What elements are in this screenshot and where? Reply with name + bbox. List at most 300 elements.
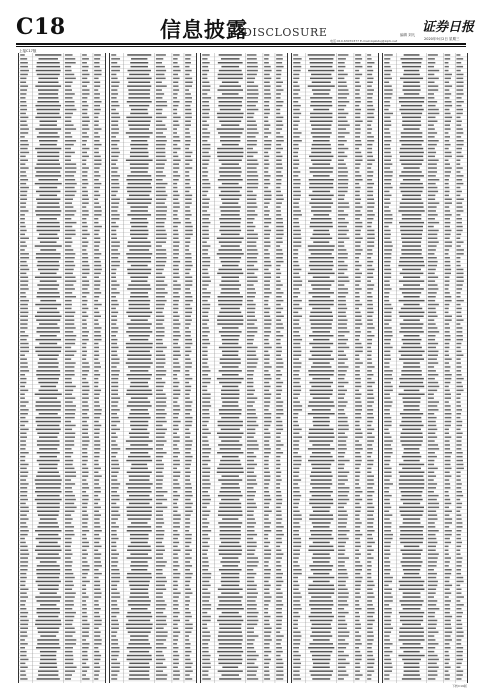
table-cell-text: [276, 148, 283, 150]
table-cell-text: [173, 440, 180, 442]
table-cell-text: [202, 218, 209, 220]
table-cell-text: [36, 171, 60, 173]
table-cell-text: [428, 511, 436, 513]
table-cell-text: [308, 54, 335, 56]
table-cell-text: [264, 643, 270, 645]
table-cell-text: [185, 378, 192, 380]
table-cell-text: [308, 85, 335, 87]
table-cell-text: [456, 292, 460, 294]
table-cell-text: [309, 156, 333, 158]
table-cell-text: [94, 655, 101, 657]
table-cell-text: [173, 89, 179, 91]
table-cell-text: [173, 374, 177, 376]
table-cell-text: [247, 288, 255, 290]
table-cell-text: [456, 600, 460, 602]
table-cell-text: [247, 280, 258, 282]
table-cell-text: [82, 600, 86, 602]
table-cell-text: [456, 433, 462, 435]
table-cell-text: [445, 335, 451, 337]
table-cell-text: [402, 66, 421, 68]
table-cell-text: [82, 522, 87, 524]
table-cell-text: [20, 526, 27, 528]
table-cell-text: [111, 62, 117, 64]
table-cell-text: [111, 655, 118, 657]
table-cell-text: [355, 358, 359, 360]
table-cell-text: [111, 97, 116, 99]
table-cell-text: [309, 401, 334, 403]
table-cell-text: [20, 460, 25, 462]
table-cell-text: [20, 616, 27, 618]
table-cell-text: [221, 487, 240, 489]
table-cell-text: [247, 440, 257, 442]
table-cell-text: [127, 390, 152, 392]
table-cell-text: [173, 335, 181, 337]
table-cell-text: [445, 448, 450, 450]
table-cell-text: [82, 273, 89, 275]
table-cell-text: [130, 62, 148, 64]
table-cell-text: [131, 238, 147, 240]
table-cell-text: [445, 121, 451, 123]
table-cell-text: [20, 171, 26, 173]
table-cell-text: [264, 355, 270, 357]
table-cell-text: [173, 62, 177, 64]
table-cell-text: [367, 347, 371, 349]
table-cell-text: [355, 460, 362, 462]
table-cell-text: [94, 257, 99, 259]
table-cell-text: [82, 78, 87, 80]
table-cell-text: [309, 604, 333, 606]
table-cell-text: [39, 195, 57, 197]
table-cell-text: [338, 378, 344, 380]
table-cell-text: [399, 483, 425, 485]
table-cell-text: [185, 674, 190, 676]
table-cell-text: [293, 152, 298, 154]
table-cell-text: [310, 312, 332, 314]
table-cell-text: [428, 187, 438, 189]
table-cell-text: [185, 171, 189, 173]
table-cell-text: [399, 109, 423, 111]
table-cell-text: [173, 210, 178, 212]
table-cell-text: [384, 557, 389, 559]
table-cell-text: [403, 503, 420, 505]
table-cell-text: [445, 308, 449, 310]
table-cell-text: [400, 183, 423, 185]
table-cell-text: [185, 429, 189, 431]
table-cell-text: [111, 659, 117, 661]
table-cell-text: [127, 245, 151, 247]
table-cell-text: [156, 616, 167, 618]
table-cell-text: [130, 452, 148, 454]
table-cell-text: [247, 429, 255, 431]
table-cell-text: [264, 132, 271, 134]
table-cell-text: [445, 351, 449, 353]
table-cell-text: [173, 273, 179, 275]
table-cell-text: [428, 460, 435, 462]
table-cell-text: [82, 195, 88, 197]
table-cell-text: [40, 386, 56, 388]
table-cell-text: [94, 331, 100, 333]
table-cell-text: [456, 265, 460, 267]
table-cell-text: [456, 417, 460, 419]
table-cell-text: [94, 179, 99, 181]
table-cell-text: [65, 460, 73, 462]
table-cell-text: [428, 667, 439, 669]
table-cell-text: [367, 273, 373, 275]
table-cell-text: [111, 546, 116, 548]
table-cell-text: [367, 585, 375, 587]
table-cell-text: [428, 628, 436, 630]
table-cell-text: [367, 413, 373, 415]
table-cell-text: [264, 245, 270, 247]
table-cell-text: [173, 522, 180, 524]
table-cell-text: [185, 277, 192, 279]
table-cell-text: [276, 210, 281, 212]
table-cell-text: [338, 358, 348, 360]
table-cell-text: [355, 335, 360, 337]
table-cell-text: [367, 85, 372, 87]
table-cell-text: [127, 191, 151, 193]
table-cell-text: [82, 187, 86, 189]
table-column-1: [18, 53, 106, 683]
table-cell-text: [221, 390, 239, 392]
table-cell-text: [428, 639, 436, 641]
table-cell-text: [293, 674, 300, 676]
table-cell-text: [276, 651, 283, 653]
table-cell-text: [403, 522, 421, 524]
table-cell-text: [20, 417, 25, 419]
table-cell-text: [82, 277, 87, 279]
table-cell-text: [456, 54, 460, 56]
table-cell-text: [400, 475, 424, 477]
table-cell-text: [428, 351, 439, 353]
table-cell-text: [35, 491, 62, 493]
table-cell-text: [127, 526, 151, 528]
table-cell-text: [293, 163, 299, 165]
table-cell-text: [65, 390, 73, 392]
table-cell-text: [428, 304, 439, 306]
table-cell-text: [94, 156, 101, 158]
table-cell-text: [264, 62, 269, 64]
table-cell-text: [384, 319, 391, 321]
table-cell-text: [276, 269, 280, 271]
table-cell-text: [264, 238, 270, 240]
table-cell-text: [65, 464, 73, 466]
table-cell-text: [384, 413, 390, 415]
table-cell-text: [428, 405, 437, 407]
table-cell-text: [20, 117, 28, 119]
table-cell-text: [65, 288, 75, 290]
table-cell-text: [127, 175, 151, 177]
table-cell-text: [82, 358, 86, 360]
table-cell-text: [111, 171, 117, 173]
table-cell-text: [428, 284, 438, 286]
table-cell-text: [456, 487, 461, 489]
table-cell-text: [219, 526, 241, 528]
table-cell-text: [220, 491, 241, 493]
table-cell-text: [173, 569, 178, 571]
table-cell-text: [264, 230, 271, 232]
table-cell-text: [36, 429, 61, 431]
table-cell-text: [247, 464, 257, 466]
table-cell-text: [264, 390, 269, 392]
table-cell-text: [202, 191, 208, 193]
table-cell-text: [173, 355, 181, 357]
table-cell-text: [355, 475, 360, 477]
table-cell-text: [185, 624, 193, 626]
table-cell-text: [355, 121, 363, 123]
table-cell-text: [94, 491, 101, 493]
table-cell-text: [185, 397, 190, 399]
table-cell-text: [185, 612, 191, 614]
continued-note: 下转C19版: [452, 684, 467, 688]
table-cell-text: [247, 444, 259, 446]
table-cell-text: [308, 460, 334, 462]
table-cell-text: [276, 296, 282, 298]
table-cell-text: [82, 253, 88, 255]
table-cell-text: [445, 655, 450, 657]
table-cell-text: [65, 608, 72, 610]
table-cell-text: [456, 156, 463, 158]
table-cell-text: [445, 304, 450, 306]
table-cell-text: [82, 620, 87, 622]
table-cell-text: [247, 433, 255, 435]
table-cell-text: [82, 444, 88, 446]
table-cell-text: [276, 202, 282, 204]
table-cell-text: [156, 277, 165, 279]
table-cell-text: [293, 507, 298, 509]
table-cell-text: [311, 74, 331, 76]
table-cell-text: [456, 206, 462, 208]
table-cell-text: [218, 304, 242, 306]
table-cell-text: [445, 191, 450, 193]
table-cell-text: [445, 292, 450, 294]
table-cell-text: [128, 70, 151, 72]
table-cell-text: [312, 331, 330, 333]
table-cell-text: [247, 592, 258, 594]
table-cell-text: [185, 670, 193, 672]
table-cell-text: [293, 277, 300, 279]
table-cell-text: [156, 550, 165, 552]
table-cell-text: [156, 483, 163, 485]
table-cell-text: [276, 101, 283, 103]
table-cell-text: [355, 319, 361, 321]
table-cell-text: [456, 386, 462, 388]
table-cell-text: [65, 163, 76, 165]
table-cell-text: [94, 448, 100, 450]
table-cell-text: [456, 167, 462, 169]
table-cell-text: [82, 238, 87, 240]
table-cell-text: [384, 448, 392, 450]
table-cell-text: [94, 553, 101, 555]
table-cell-text: [338, 526, 346, 528]
table-cell-text: [173, 66, 179, 68]
table-cell-text: [128, 124, 150, 126]
table-cell-text: [111, 433, 116, 435]
table-cell-text: [185, 355, 189, 357]
table-cell-text: [65, 140, 76, 142]
table-cell-text: [456, 241, 463, 243]
table-cell-text: [293, 530, 299, 532]
table-cell-text: [185, 530, 189, 532]
table-cell-text: [293, 265, 299, 267]
table-cell-text: [94, 514, 101, 516]
table-cell-text: [219, 628, 241, 630]
table-cell-text: [355, 308, 359, 310]
table-cell-text: [308, 257, 334, 259]
table-cell-text: [367, 370, 372, 372]
table-cell-text: [173, 546, 178, 548]
table-cell-text: [276, 335, 283, 337]
table-cell-text: [276, 245, 280, 247]
table-cell-text: [65, 635, 73, 637]
table-cell-text: [355, 674, 362, 676]
table-cell-text: [384, 487, 389, 489]
table-cell-text: [65, 413, 75, 415]
table-cell-text: [65, 612, 76, 614]
table-cell-text: [185, 163, 189, 165]
table-cell-text: [401, 132, 423, 134]
table-cell-text: [456, 514, 461, 516]
table-cell-text: [276, 616, 282, 618]
table-cell-text: [367, 511, 374, 513]
table-cell-text: [338, 109, 344, 111]
table-cell-text: [309, 202, 333, 204]
table-cell-text: [202, 316, 208, 318]
table-cell-text: [264, 596, 271, 598]
table-cell-text: [276, 581, 283, 583]
table-cell-text: [221, 58, 240, 60]
table-cell-text: [65, 436, 75, 438]
table-cell-text: [313, 93, 329, 95]
table-cell-text: [276, 121, 282, 123]
table-cell-text: [445, 113, 451, 115]
table-cell-text: [247, 179, 258, 181]
table-cell-text: [293, 514, 301, 516]
table-cell-text: [202, 651, 208, 653]
table-cell-text: [217, 620, 243, 622]
table-cell-text: [221, 440, 239, 442]
table-cell-text: [384, 561, 390, 563]
table-cell-text: [111, 241, 120, 243]
table-cell-text: [384, 261, 390, 263]
table-cell-text: [221, 66, 239, 68]
table-cell-text: [312, 495, 331, 497]
table-cell-text: [264, 674, 269, 676]
table-cell-text: [445, 66, 449, 68]
table-cell-text: [94, 620, 102, 622]
table-cell-text: [293, 280, 302, 282]
table-cell-text: [128, 241, 151, 243]
table-cell-text: [428, 82, 435, 84]
table-cell-text: [312, 347, 330, 349]
table-cell-text: [445, 382, 451, 384]
table-cell-text: [264, 542, 270, 544]
table-cell-text: [456, 382, 461, 384]
table-cell-text: [355, 452, 360, 454]
table-cell-text: [185, 140, 191, 142]
table-cell-text: [82, 191, 88, 193]
table-cell-text: [128, 183, 151, 185]
table-cell-text: [82, 136, 89, 138]
table-cell-text: [65, 370, 74, 372]
table-cell-text: [156, 456, 163, 458]
table-cell-text: [456, 128, 462, 130]
table-cell-text: [293, 464, 301, 466]
table-cell-text: [428, 226, 434, 228]
table-cell-text: [428, 401, 439, 403]
table-cell-text: [20, 366, 28, 368]
table-cell-text: [202, 366, 208, 368]
table-cell-text: [219, 409, 242, 411]
table-cell-text: [247, 82, 254, 84]
table-cell-text: [126, 160, 153, 162]
table-cell-text: [384, 390, 393, 392]
table-cell-text: [309, 183, 333, 185]
table-cell-text: [20, 319, 28, 321]
table-cell-text: [312, 487, 330, 489]
table-cell-text: [185, 144, 190, 146]
table-cell-text: [82, 382, 88, 384]
table-cell-text: [202, 335, 208, 337]
table-cell-text: [247, 405, 253, 407]
table-cell-text: [310, 390, 333, 392]
table-cell-text: [293, 304, 299, 306]
table-cell-text: [367, 600, 372, 602]
table-cell-text: [173, 160, 181, 162]
table-cell-text: [111, 436, 117, 438]
table-cell-text: [20, 132, 28, 134]
table-cell-text: [456, 339, 463, 341]
table-cell-text: [355, 171, 359, 173]
table-cell-text: [293, 54, 298, 56]
table-cell-text: [173, 74, 178, 76]
table-cell-text: [445, 269, 451, 271]
table-cell-text: [39, 390, 58, 392]
table-cell-text: [338, 534, 347, 536]
table-cell-text: [276, 472, 281, 474]
table-cell-text: [293, 386, 301, 388]
table-cell-text: [338, 631, 350, 633]
table-cell-text: [65, 105, 75, 107]
table-cell-text: [355, 160, 362, 162]
table-cell-text: [445, 440, 450, 442]
table-cell-text: [293, 491, 299, 493]
table-cell-text: [276, 355, 281, 357]
table-cell-text: [202, 522, 209, 524]
table-cell-text: [185, 187, 191, 189]
table-cell-text: [156, 464, 164, 466]
table-cell-text: [456, 370, 461, 372]
table-cell-text: [173, 620, 180, 622]
table-cell-text: [222, 202, 238, 204]
table-cell-text: [355, 596, 361, 598]
table-cell-text: [355, 651, 360, 653]
table-cell-text: [219, 70, 242, 72]
table-cell-text: [367, 401, 374, 403]
table-cell-text: [308, 370, 334, 372]
table-cell-text: [456, 678, 461, 680]
table-cell-text: [367, 483, 374, 485]
table-cell-text: [173, 468, 177, 470]
table-cell-text: [367, 288, 373, 290]
table-cell-text: [202, 82, 209, 84]
table-cell-text: [310, 117, 332, 119]
table-cell-text: [384, 175, 392, 177]
table-cell-text: [276, 394, 281, 396]
table-cell-text: [221, 592, 239, 594]
table-cell-text: [82, 592, 86, 594]
table-cell-text: [276, 323, 283, 325]
